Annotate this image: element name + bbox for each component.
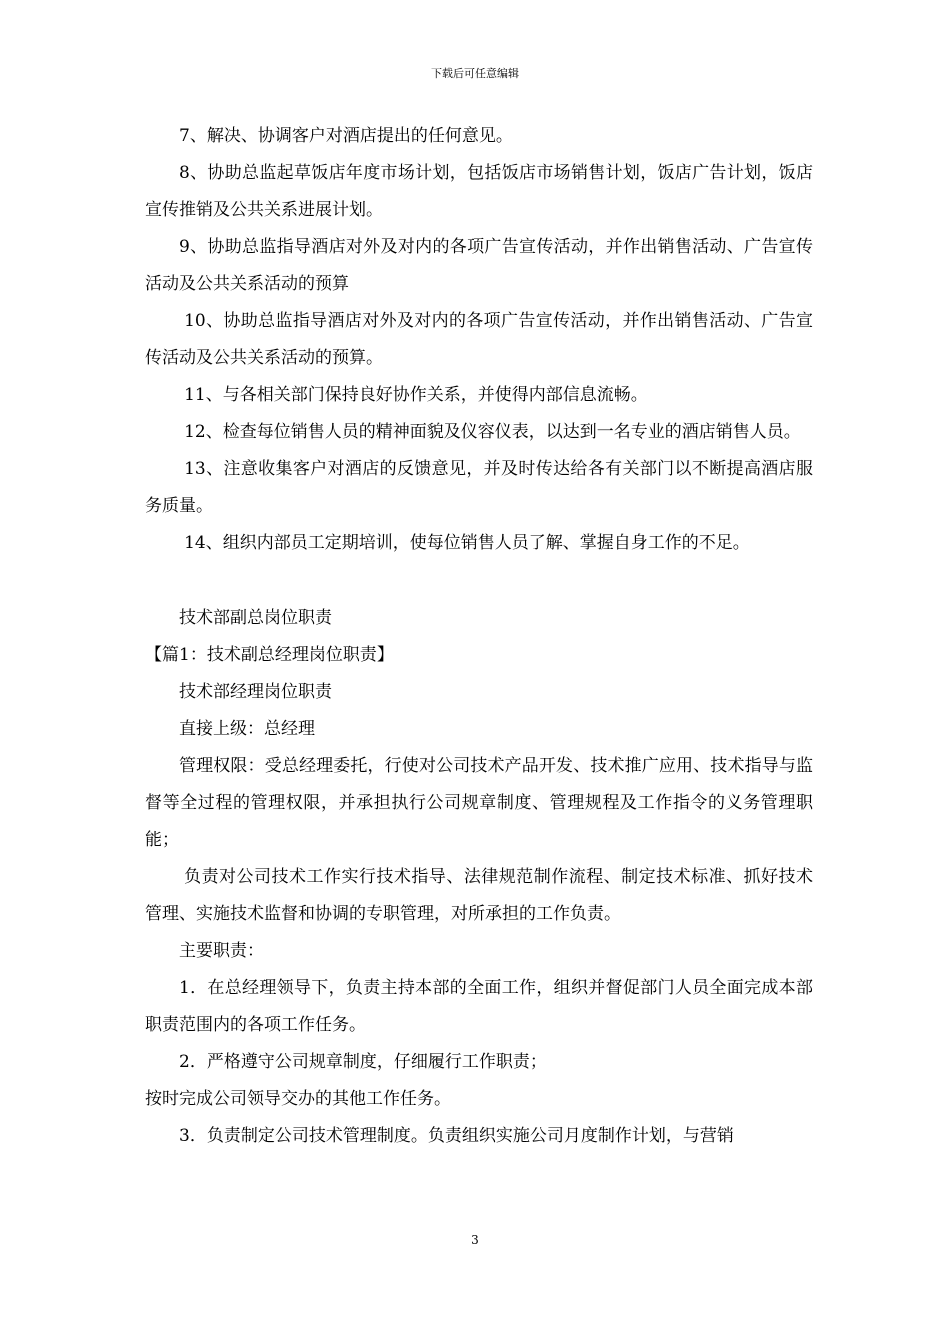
section-title: 技术部副总岗位职责 [179, 608, 332, 628]
duty-item-2: 2．严格遵守公司规章制度，仔细履行工作职责； [179, 1052, 547, 1072]
article-heading: 【篇1：技术副总经理岗位职责】 [145, 645, 394, 665]
paragraph-item-7: 7、解决、协调客户对酒店提出的任何意见。 [179, 126, 513, 146]
direct-superior: 直接上级：总经理 [179, 719, 315, 739]
duty-item-2-continued: 按时完成公司领导交办的其他工作任务。 [145, 1089, 451, 1109]
paragraph-item-8: 8、协助总监起草饭店年度市场计划，包括饭店市场销售计划，饭店广告计划，饭店宣传推销及公共关系进展计划。 [145, 163, 813, 220]
paragraph-item-10: 10、协助总监指导酒店对外及对内的各项广告宣传活动，并作出销售活动、广告宣传活动及公共关系活动的预算。 [145, 311, 813, 368]
paragraph-item-11: 11、与各相关部门保持良好协作关系，并使得内部信息流畅。 [184, 385, 648, 405]
page-number: 3 [471, 1233, 479, 1247]
paragraph-item-14: 14、组织内部员工定期培训，使每位销售人员了解、掌握自身工作的不足。 [184, 533, 750, 553]
document-body [145, 118, 813, 1155]
responsibility-scope: 负责对公司技术工作实行技术指导、法律规范制作流程、制定技术标准、抓好技术管理、实施技术监督和协调的专职管理，对所承担的工作负责。 [145, 867, 813, 924]
section-gap [145, 562, 813, 600]
paragraph-item-9: 9、协助总监指导酒店对外及对内的各项广告宣传活动，并作出销售活动、广告宣传活动及公共关系活动的预算 [145, 237, 813, 294]
main-duties-label: 主要职责： [179, 941, 264, 961]
paragraph-item-12: 12、检查每位销售人员的精神面貌及仪容仪表，以达到一名专业的酒店销售人员。 [184, 422, 801, 442]
page-header: 下载后可任意编辑 [431, 67, 519, 80]
paragraph-item-13: 13、注意收集客户对酒店的反馈意见，并及时传达给各有关部门以不断提高酒店服务质量。 [145, 459, 813, 516]
duty-item-1: 1．在总经理领导下，负责主持本部的全面工作，组织并督促部门人员全面完成本部职责范围内的各项工作任务。 [145, 978, 813, 1035]
job-title: 技术部经理岗位职责 [179, 682, 332, 702]
duty-item-3: 3．负责制定公司技术管理制度。负责组织实施公司月度制作计划，与营销 [179, 1126, 734, 1146]
management-authority: 管理权限：受总经理委托，行使对公司技术产品开发、技术推广应用、技术指导与监督等全过程的管理权限，并承担执行公司规章制度、管理规程及工作指令的义务管理职能； [145, 756, 813, 850]
